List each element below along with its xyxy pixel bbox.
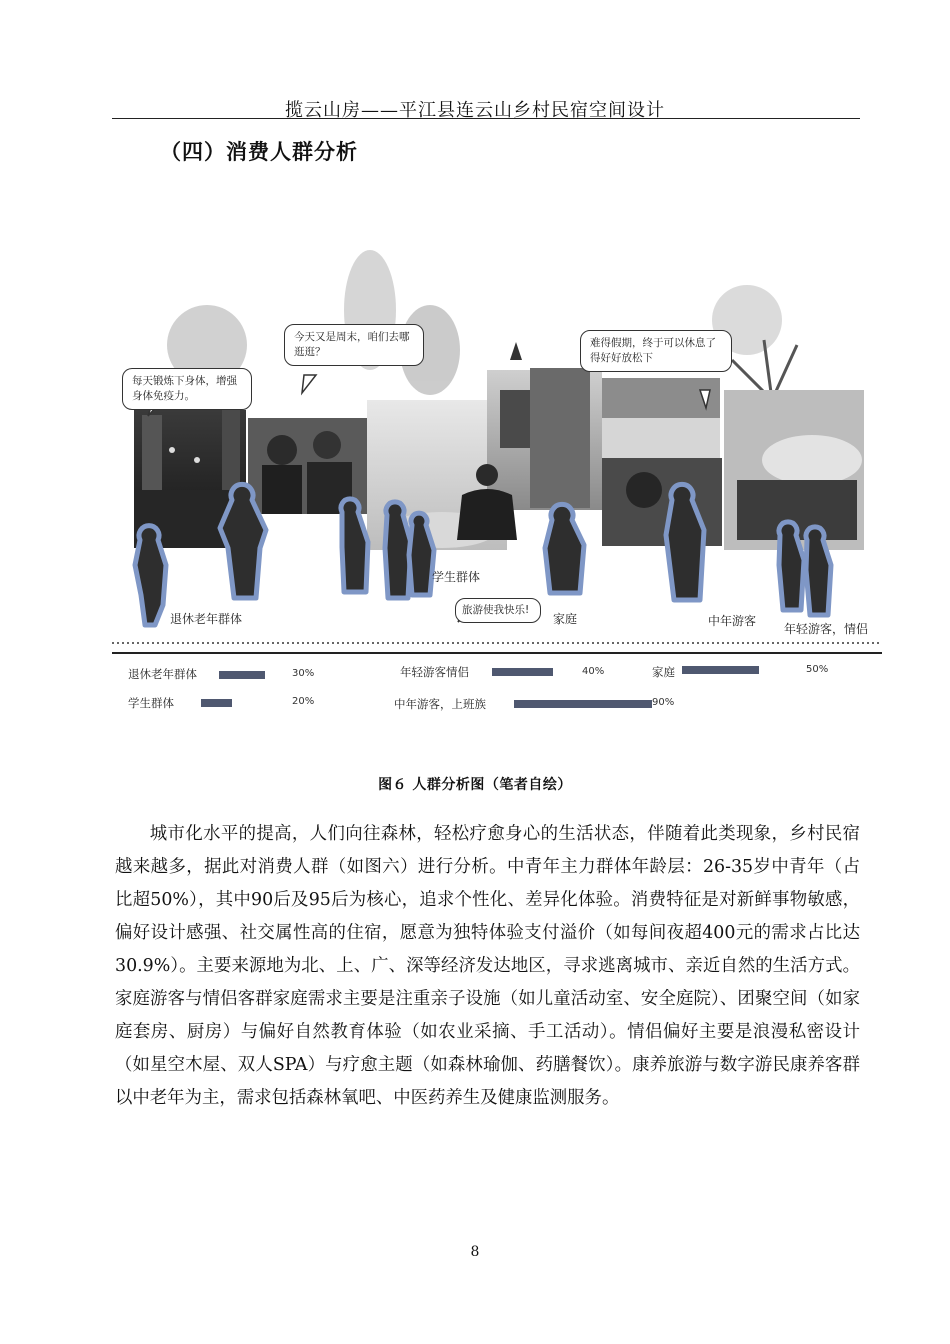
speech-bubble-holiday: 难得假期，终于可以休息了得好好放松下	[580, 330, 732, 372]
page-number: 8	[470, 1244, 480, 1260]
stat-value-middle-aged: 90%	[652, 697, 675, 708]
stat-value-elderly: 30%	[292, 668, 315, 679]
header-rule	[112, 118, 860, 119]
section-heading: （四）消费人群分析	[160, 140, 358, 164]
figure-caption: 图６ 人群分析图（笔者自绘）	[378, 777, 572, 793]
stat-label-elderly: 退休老年群体	[128, 667, 197, 681]
group-label-students: 学生群体	[432, 570, 481, 584]
photo-collage	[112, 250, 882, 720]
stat-value-family: 50%	[806, 664, 829, 675]
group-label-middle-aged: 中年游客	[708, 614, 757, 628]
stat-value-students: 20%	[292, 696, 315, 707]
speech-bubble-travel: 旅游使我快乐!	[455, 598, 541, 623]
stat-bar-middle-aged	[514, 700, 652, 708]
stat-bar-elderly	[219, 671, 265, 679]
stat-label-young-couples: 年轻游客情侣	[400, 665, 469, 679]
stat-bar-students	[201, 699, 232, 707]
stat-bar-family	[682, 666, 759, 674]
speech-bubble-elder: 每天锻炼下身体，增强身体免疫力。	[122, 368, 252, 410]
stat-label-students: 学生群体	[128, 696, 174, 710]
group-label-family: 家庭	[553, 612, 578, 626]
market-crowd-photo	[724, 340, 864, 550]
speech-bubble-weekend: 今天又是周末，咱们去哪逛逛？	[284, 324, 424, 366]
page-header-title: 揽云山房——平江县连云山乡村民宿空间设计	[285, 100, 665, 121]
body-paragraph: 城市化水平的提高，人们向往森林，轻松疗愈身心的生活状态，伴随着此类现象，乡村民宿越来越多，据此对消费人群（如图六）进行分析。中青年主力群体年龄层：26-35岁中青年（占比超50%），其中90后及95后为核心，追求个性化、差异化体验。消费特征是对新鲜事物敏感，偏好设计感强、社交属性高的住宿，愿意为独特体验支付溢价（如每间夜超400元的需求占比达30.9%）。主要来源地为北、上、广、深等经济发达地区，寻求逃离城市、亲近自然的生活方式。家庭游客与情侣客群家庭需求主要是注重亲子设施（如儿童活动室、安全庭院）、团聚空间（如家庭套房、厨房）与偏好自然教育体验（如农业采摘、手工活动）。情侣偏好主要是浪漫私密设计（如星空木屋、双人SPA）与疗愈主题（如森林瑜伽、药膳餐饮）。康养旅游与数字游民康养客群以中老年为主，需求包括森林氧吧、中医药养生及健康监测服务。	[115, 824, 860, 1108]
group-label-young-couples: 年轻游客，情侣	[784, 622, 869, 636]
stat-label-middle-aged: 中年游客，上班族	[394, 697, 486, 711]
stat-bar-young-couples	[492, 668, 553, 676]
stat-value-young-couples: 40%	[582, 666, 605, 677]
group-label-elderly: 退休老年群体	[170, 612, 243, 626]
crowd-analysis-figure	[112, 250, 882, 720]
stat-label-family: 家庭	[652, 665, 675, 679]
